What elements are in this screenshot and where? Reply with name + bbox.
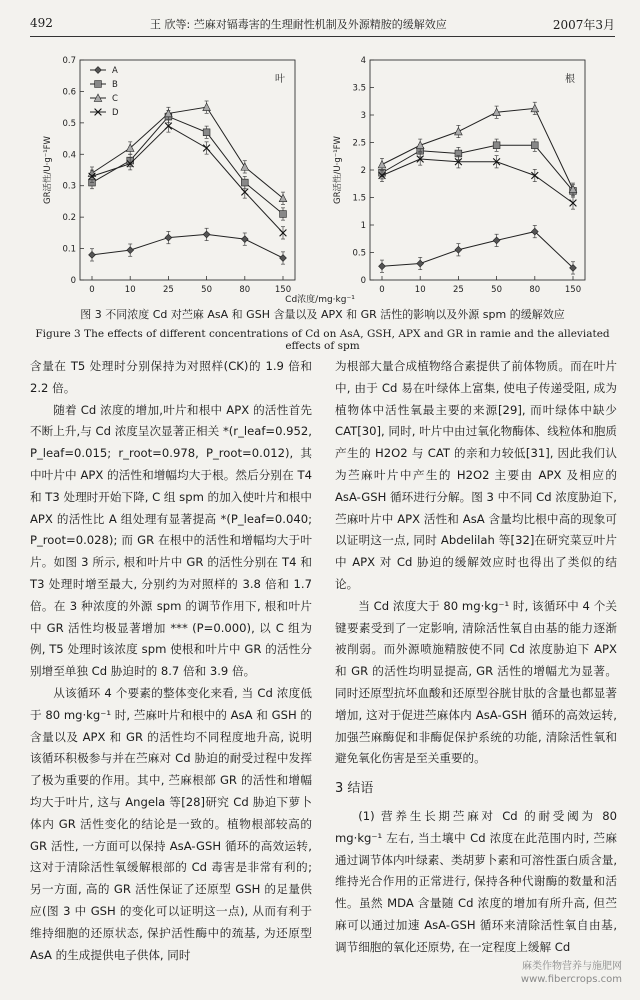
data-point bbox=[165, 234, 172, 241]
legend-label: B bbox=[112, 80, 118, 90]
paragraph: (1) 营养生长期苎麻对 Cd 的耐受阈为 80 mg·kg⁻¹ 左右, 当土壤中 Cd 浓度在此范围内时, 苎麻通过调节体内叶绿素、类胡萝卜素和可溶性蛋白质含量, 维持光合作用的正常进行, 保持各种代谢酶的数量和活性。虽然 MDA 含量随 Cd 浓度的增加有所升高, 但苎麻可以通过加速 AsA-GSH 循环来清除活性氧自由基, 调节细胞的氧化还原势, 在一定程度上缓解 Cd bbox=[335, 808, 617, 954]
paragraph: 随着 Cd 浓度的增加,叶片和根中 APX 的活性首先不断上升,与 Cd 浓度呈次显著正相关 *(r_leaf=0.952, P_leaf=0.015; r_root=0.978, P_root=0.012), 其中叶片中 APX 的活性和增幅均大于根。然后分别在 T4 和 T3 处理时开始下降, C 组 spm 的加入使叶片和根中 APX 的活性比 A 组处理有显著提高 *(P_leaf=0.040; P_root=0.028); 而 GR 在根中的活性和增幅均大于叶片。如图 3 所示, 根和叶片中 GR 的活性分别在 T4 和 T3 处理时增至最大, 分别约为对照样的 3.8 倍和 1.7 倍。在 3 种浓度的外源 spm 的调节作用下, 根和叶片中 GR 活性均极显著增加 *** (P=0.000), 以 C 组为例, T5 处理时该浓度 spm 使根和叶片中 GR 的活性分别增至单独 Cd 胁迫时的 8.7 倍和 3.9 倍。 bbox=[30, 402, 312, 679]
legend-label: C bbox=[112, 94, 118, 104]
series-line bbox=[92, 234, 283, 258]
watermark-line: 麻类作物营养与施肥网 bbox=[522, 961, 622, 972]
paragraph: 从该循环 4 个要素的整体变化来看, 当 Cd 浓度低于 80 mg·kg⁻¹ 时, 苎麻叶片和根中的 AsA 和 GSH 的含量以及 APX 和 GR 的活性均不同程度地升高, 说明该循环积极参与并在苎麻对 Cd 胁迫的耐受过程中发挥了极为重要的作用。其中, 苎麻根部 GR 的活性和增幅均大于叶片, 这与 Angela 等[28]研究 Cd 胁迫下萝卜体内 GR 活性变化的结论是一致的。植物根部较高的 GR 活性, 一方面可以保持 AsA-GSH 循环的高效运转, 这对于清除活性氧缓解根部的 Cd 毒害是非常有利的; 另一方面, 高的 GR 活性保证了还原型 GSH 的足量供应(图 3 中 GSH 的变化可以证明这一点), 从而有利于维持细胞的还原状态, 保护活性酶中的巯基, 为还原型 AsA 的生成提供电子供体, 同时 bbox=[30, 685, 312, 962]
paragraph: 为根部大量合成植物络合素提供了前体物质。而在叶片中, 由于 Cd 易在叶绿体上富集, 使电子传递受阻, 成为植物体中活性氧最主要的来源[29], 而叶绿体中缺少 CAT[30], 同时, 叶片中由过氧化物酶体、线粒体和胞质产生的 H2O2 与 CAT 的亲和力较低[31], 因此我们认为苎麻叶片中产生的 H2O2 主要由 APX 及相应的 AsA-GSH 循环进行分解。图 3 中不同 Cd 浓度胁迫下, 苎麻叶片中 APX 活性和 AsA 含量均比根中高的现象可以证明这一点, 同时 Abdelilah 等[32]在研究菜豆叶片中 APX 对 Cd 胁迫的缓解效应时也得出了类似的结论。 bbox=[335, 359, 617, 591]
figure-caption-en: Figure 3 The effects of different concentrations of Cd on AsA, GSH, APX and GR in ramie and the alleviated effects of spm bbox=[35, 328, 610, 352]
data-point bbox=[378, 161, 386, 168]
series-line bbox=[382, 232, 573, 268]
y-tick-label: 0.6 bbox=[62, 87, 76, 98]
y-tick-label: 0.2 bbox=[62, 213, 76, 224]
series-line bbox=[92, 117, 283, 214]
x-tick-label: 0 bbox=[379, 285, 385, 295]
data-point bbox=[531, 142, 538, 149]
data-point bbox=[203, 231, 210, 238]
data-point bbox=[279, 194, 287, 201]
legend-symbol bbox=[95, 67, 102, 74]
running-header bbox=[30, 14, 615, 37]
y-tick-label: 0.1 bbox=[62, 244, 76, 255]
x-tick-label: 150 bbox=[564, 285, 582, 295]
y-tick-label: 2.5 bbox=[352, 138, 366, 149]
data-point bbox=[531, 104, 539, 111]
series-line bbox=[382, 159, 573, 203]
x-tick-label: 10 bbox=[124, 285, 136, 295]
y-tick-label: 3 bbox=[360, 111, 366, 121]
series-B bbox=[379, 139, 577, 197]
y-tick-label: 3.5 bbox=[352, 83, 366, 94]
panel-label: 根 bbox=[565, 74, 575, 85]
data-point bbox=[493, 142, 500, 149]
series-line bbox=[382, 145, 573, 191]
series-B bbox=[89, 110, 287, 220]
x-axis-label: Cd浓度/mg·kg⁻¹ bbox=[285, 295, 355, 304]
figure-3 bbox=[40, 48, 600, 304]
data-point bbox=[89, 251, 96, 258]
y-tick-label: 1.5 bbox=[352, 193, 366, 204]
series-D bbox=[379, 153, 577, 209]
data-point bbox=[280, 255, 287, 262]
series-line bbox=[92, 126, 283, 233]
panel-label: 叶 bbox=[275, 74, 285, 85]
y-tick-label: 0.4 bbox=[62, 150, 76, 161]
y-axis-label: GR活性/U·g⁻¹FW bbox=[43, 136, 53, 204]
x-tick-label: 10 bbox=[414, 285, 426, 295]
page-number: 492 bbox=[30, 16, 53, 30]
y-tick-label: 4 bbox=[360, 56, 366, 66]
body-column-right bbox=[335, 356, 617, 959]
legend-label: A bbox=[112, 66, 118, 76]
x-tick-label: 80 bbox=[239, 285, 251, 295]
data-point bbox=[455, 246, 462, 253]
data-point bbox=[416, 141, 424, 148]
watermark bbox=[521, 960, 622, 986]
series-line bbox=[92, 107, 283, 198]
x-tick-label: 50 bbox=[491, 285, 503, 295]
x-tick-label: 0 bbox=[89, 285, 95, 295]
data-point bbox=[379, 263, 386, 270]
y-tick-label: 2 bbox=[360, 166, 366, 176]
figure-caption-cn: 图 3 不同浓度 Cd 对苎麻 AsA 和 GSH 含量以及 APX 和 GR 活性的影响以及外源 spm 的缓解效应 bbox=[80, 308, 565, 321]
x-tick-label: 150 bbox=[274, 285, 292, 295]
y-tick-label: 0.5 bbox=[352, 248, 366, 259]
watermark-url: www.fibercrops.com bbox=[520, 974, 622, 985]
data-point bbox=[127, 247, 134, 254]
series-line bbox=[382, 108, 573, 189]
data-point bbox=[241, 179, 248, 186]
data-point bbox=[493, 237, 500, 244]
paragraph: 含量在 T5 处理时分别保持为对照样(CK)的 1.9 倍和 2.2 倍。 bbox=[30, 359, 312, 395]
x-tick-label: 80 bbox=[529, 285, 541, 295]
issue-date: 2007年3月 bbox=[552, 18, 615, 32]
data-point bbox=[241, 236, 248, 243]
x-tick-label: 25 bbox=[162, 285, 174, 295]
x-tick-label: 50 bbox=[201, 285, 213, 295]
running-title: 王 欣等: 苎麻对镉毒害的生理耐性机制及外源精胺的缓解效应 bbox=[150, 18, 447, 31]
y-tick-label: 0.3 bbox=[62, 181, 76, 192]
x-tick-label: 25 bbox=[452, 285, 464, 295]
legend-label: D bbox=[112, 108, 119, 118]
legend-symbol bbox=[95, 81, 102, 88]
data-point bbox=[203, 129, 210, 136]
y-tick-label: 0 bbox=[360, 276, 366, 286]
data-point bbox=[280, 211, 287, 218]
y-tick-label: 0.5 bbox=[62, 118, 76, 129]
plot-frame bbox=[370, 60, 585, 280]
series-A bbox=[379, 225, 577, 274]
data-point bbox=[417, 260, 424, 267]
series-C bbox=[378, 102, 577, 195]
y-tick-label: 0.7 bbox=[62, 56, 76, 66]
body-column-left bbox=[30, 356, 312, 966]
y-axis-label: GR活性/U·g⁻¹FW bbox=[333, 136, 343, 204]
y-tick-label: 1 bbox=[360, 221, 366, 231]
y-tick-label: 0 bbox=[70, 276, 76, 286]
data-point bbox=[455, 128, 463, 135]
series-A bbox=[89, 228, 287, 264]
section-heading: 3 结语 bbox=[335, 781, 374, 797]
legend-marker bbox=[95, 67, 102, 74]
data-point bbox=[241, 163, 249, 170]
legend-marker bbox=[95, 81, 102, 88]
series-D bbox=[89, 120, 287, 239]
paragraph: 当 Cd 浓度大于 80 mg·kg⁻¹ 时, 该循环中 4 个关键要素受到了一定影响, 清除活性氧自由基的能力逐渐被削弱。而外源喷施精胺使不同 Cd 浓度胁迫下 APX 和 GR 的活性均明显提高, GR 活性的增幅尤为显著。同时还原型抗坏血酸和还原型谷胱甘肽的含量也都显著增加, 这对于促进苎麻体内 AsA-GSH 循环的高效运转, 加强苎麻酶促和非酶促保护系统的功能, 清除活性氧和避免氧化伤害是至关重要的。 bbox=[335, 598, 617, 766]
data-point bbox=[203, 103, 211, 110]
